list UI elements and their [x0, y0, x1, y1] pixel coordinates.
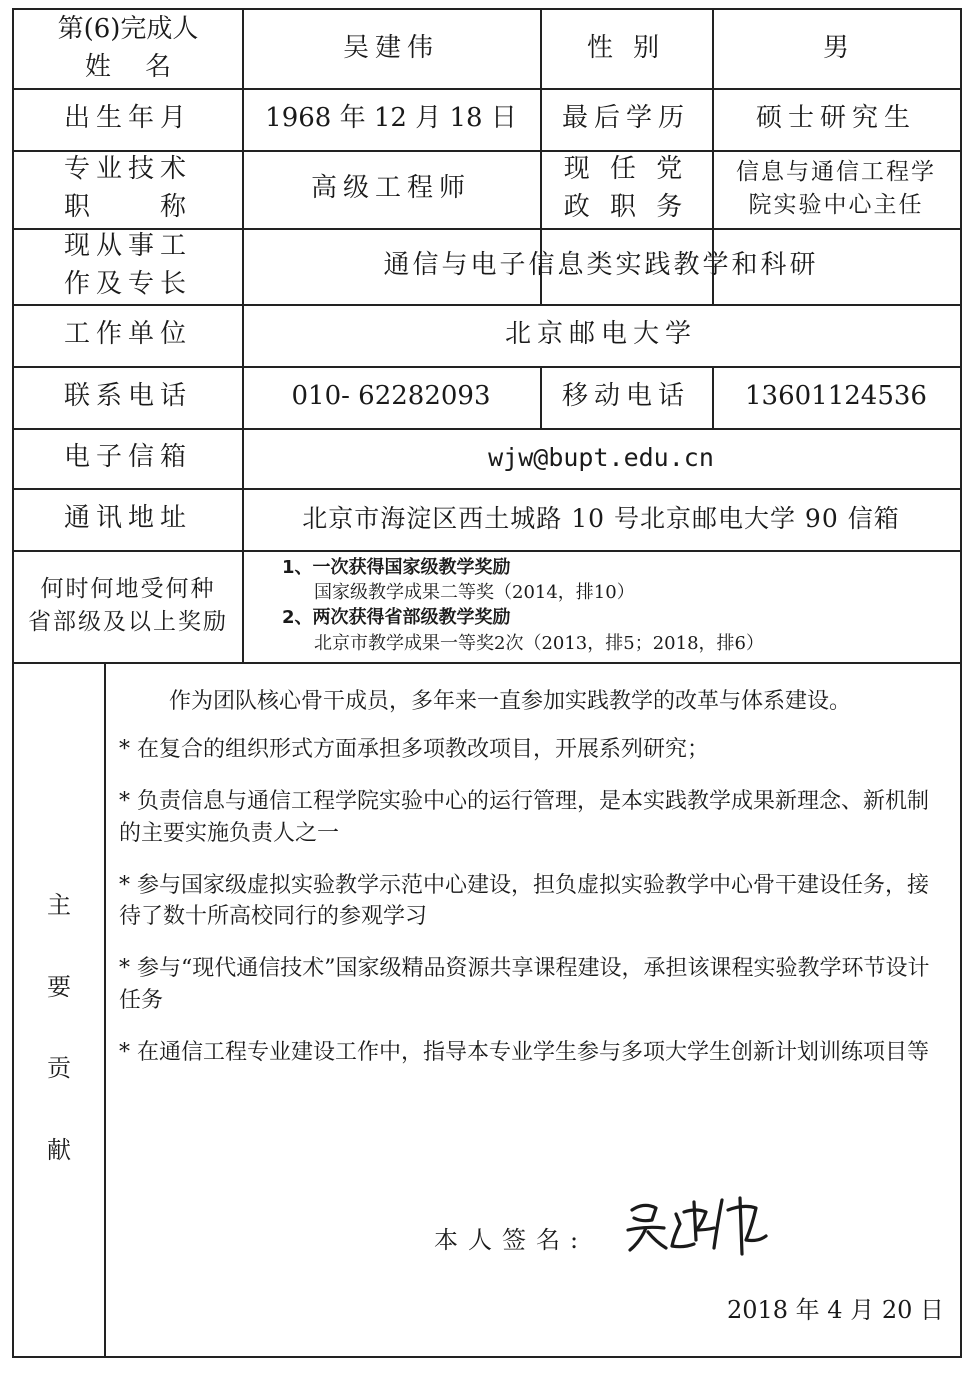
email-label: 电子信箱: [63, 442, 192, 473]
contribution-item: * 负责信息与通信工程学院实验中心的运行管理，是本实践教学成果新理念、新机制的主要实施负责人之一: [119, 788, 929, 846]
sign-date: 2018 年 4 月 20 日: [726, 1296, 944, 1324]
award-heading: 2、两次获得省部级教学奖励: [282, 607, 511, 629]
work-label-line2: 作及专长: [63, 269, 192, 299]
name-label: [14, 10, 242, 88]
award-heading: 1、一次获得国家级教学奖励: [282, 557, 511, 578]
personnel-form: [12, 8, 962, 1358]
education-label: 最后学历: [561, 103, 690, 134]
contribution-text: [119, 686, 949, 1089]
gender-label: 性 别: [586, 33, 666, 64]
award-detail: 国家级教学成果二等奖（2014，排10）: [314, 582, 635, 604]
name-label-line1: 第(6)完成人: [57, 14, 199, 45]
mobile-value: 13601124536: [745, 381, 927, 412]
name-label-line2: 姓 名: [84, 52, 172, 82]
contribution-item: * 在通信工程专业建设工作中，指导本专业学生参与多项大学生创新计划训练项目等: [119, 1040, 929, 1066]
contribution-label-char: 主: [47, 891, 71, 919]
contribution-item: * 参与“现代通信技术”国家级精品资源共享课程建设，承担该课程实验教学环节设计任务: [119, 956, 930, 1014]
unit-label: 工作单位: [63, 319, 192, 350]
mobile-label: 移动电话: [561, 381, 690, 412]
awards-label: [14, 550, 242, 662]
contribution-item: * 在复合的组织形式方面承担多项教改项目，开展系列研究；: [119, 736, 709, 762]
birth-value: 1968 年 12 月 18 日: [265, 103, 517, 134]
post-value-line2: 院实验中心主任: [748, 192, 924, 218]
contribution-intro: 作为团队核心骨干成员，多年来一直参加实践教学的改革与体系建设。: [169, 689, 852, 714]
handwritten-signature: [622, 1190, 772, 1260]
post-value-line1: 信息与通信工程学: [736, 158, 936, 185]
post-value: [712, 150, 960, 228]
education-value: 硕士研究生: [755, 103, 916, 134]
title-label: [14, 150, 242, 228]
name-value: 吴建伟: [342, 33, 439, 64]
address-value: 北京市海淀区西土城路 10 号北京邮电大学 90 信箱: [302, 503, 900, 533]
title-label-line2: 职 称: [63, 192, 192, 222]
contribution-label: [14, 885, 104, 1165]
address-label: 通讯地址: [63, 503, 192, 534]
post-label: [540, 150, 712, 228]
title-value: 高级工程师: [310, 173, 471, 204]
contribution-item: * 参与国家级虚拟实验教学示范中心建设，担负虚拟实验教学中心骨干建设任务，接待了数十所高校同行的参观学习: [119, 872, 929, 930]
contribution-label-char: 献: [47, 1135, 71, 1164]
work-label-line1: 现从事工: [63, 231, 192, 262]
post-label-line1: 现 任 党: [563, 154, 689, 185]
unit-value: 北京邮电大学: [504, 319, 697, 350]
contribution-label-char: 要: [47, 972, 71, 1001]
phone-label: 联系电话: [63, 381, 192, 412]
title-label-line1: 专业技术: [63, 154, 192, 185]
contribution-label-char: 贡: [47, 1054, 71, 1083]
birth-label: 出生年月: [63, 103, 192, 134]
email-value: wjw@bupt.edu.cn: [488, 442, 714, 472]
post-label-line2: 政 职 务: [563, 192, 689, 222]
row-divider: [14, 662, 960, 664]
phone-value: 010- 62282093: [291, 381, 491, 412]
work-label: [14, 228, 242, 304]
awards-list: [282, 555, 952, 656]
work-value: 通信与电子信息类实践教学和科研: [383, 250, 819, 281]
signature-label: 本人签名:: [434, 1226, 589, 1254]
gender-value: 男: [822, 33, 849, 64]
column-divider: [104, 662, 106, 1356]
awards-label-line2: 省部级及以上奖励: [28, 609, 228, 635]
award-detail: 北京市教学成果一等奖2次（2013，排5；2018，排6）: [314, 632, 764, 654]
awards-label-line1: 何时何地受何种: [40, 575, 216, 602]
